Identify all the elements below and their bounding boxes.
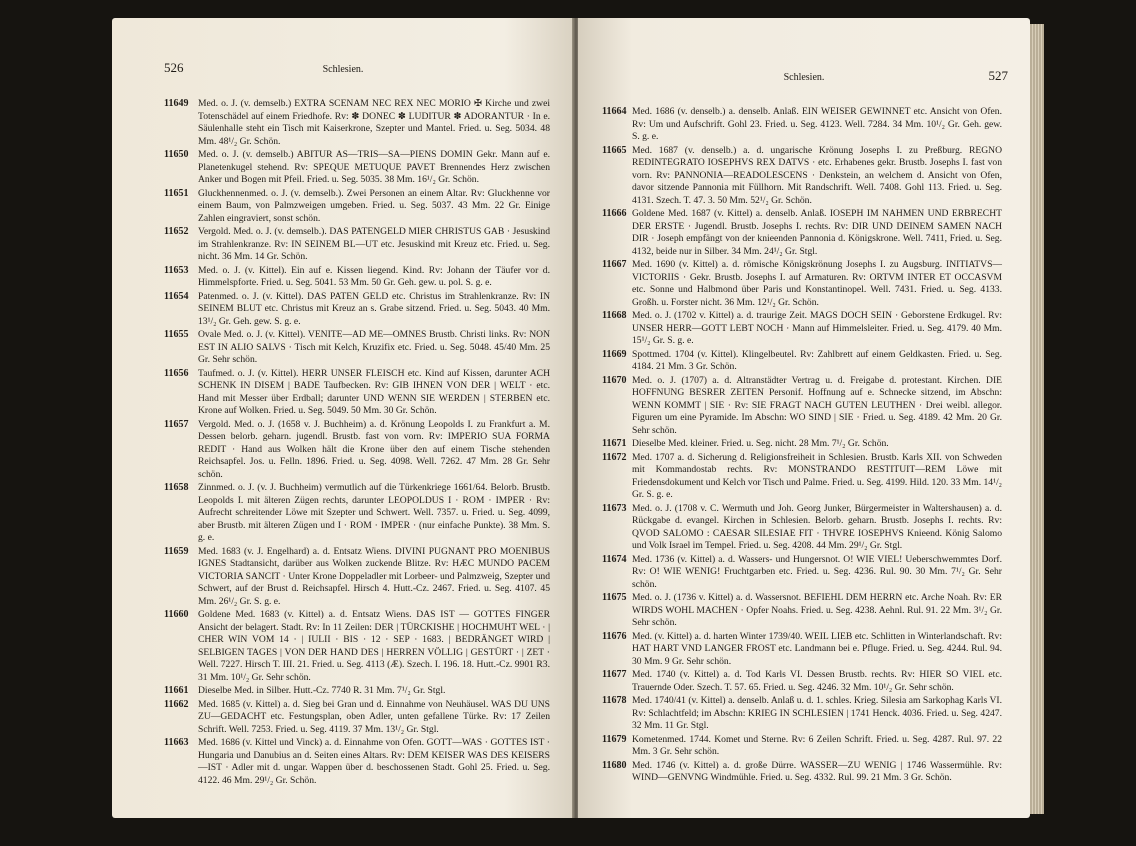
catalog-entry: [164, 226, 550, 264]
entry-text: Med. o. J. (1702 v. Kittel) a. d. traurige Zeit. MAGS DOCH SEIN · Geborstene Erdkugel. Rv: UNSER HERR—GOTT LEBT NOCH · Mann auf Himmelsleiter. Fried. u. Seg. 4179. 40 Mm. 15¹/₂ Gr. S. g. e.: [632, 310, 1002, 346]
catalog-entry: [164, 291, 550, 329]
entry-number: 11650: [164, 149, 189, 160]
entry-number: 11653: [164, 264, 189, 276]
entry-number: 11654: [164, 290, 189, 302]
entry-number: 11657: [164, 418, 189, 430]
page-number: 527: [988, 68, 1008, 83]
entry-text: Med. o. J. (1707) a. d. Altranstädter Vertrag u. d. Freigabe d. protestant. Kirchen. DIE HOFFNUNG BESRER ZEITEN Personif. Hoffnung auf e. Schnecke sitzend, im Abschn: WENN KOMMT | SIE · Rv: SIE FRAGT NACH GUTEN LEUTHEN · Drei weibl. allegor. Figuren um eine Pyramide. Im Abschn: WO SIND | SIE · Fried. u. Seg. 4189. 42 Mm. 20 Gr. Sehr schön.: [632, 374, 1002, 436]
entry-text: Zinnmed. o. J. (v. J. Buchheim) vermutlich auf die Türkenkriege 1661/64. Belorb. Brustb. Leopolds I. mit älteren Zügen rechts, darunter LEOPOLDUS I · ROM · IMPER · Rv: Aufrecht schreitender Löwe mit Szepter und Schwert. Well. 7357. u. Fried. u. Seg. 4099, aber Brustb. mit älteren Zügen und I · ROM · IMPER · (nur einfache Punkte). 38 Mm. S. g. e.: [198, 482, 550, 543]
entry-text: Med. 1740 (v. Kittel) a. d. Tod Karls VI. Dessen Brustb. rechts. Rv: HIER SO VIEL etc. Trauernde Oder. Szech. T. 57. 65. Fried. u. Seg. 4246. 32 Mm. 10¹/₂ Gr. Sehr schön.: [632, 669, 1002, 693]
entry-text: Med. 1685 (v. Kittel) a. d. Sieg bei Gran und d. Einnahme von Neuhäusel. WAS DU UNS ZU—GEDACHT etc. Festungsplan, oben Adler, unten gefallene Türke. Rv: 17 Zeilen Schrift. Well. 7253. Fried. u. Seg. 4119. 37 Mm. 13¹/₂ Gr. Stgl.: [198, 698, 550, 735]
entry-text: Dieselbe Med. in Silber. Hutt.-Cz. 7740 R. 31 Mm. 7¹/₂ Gr. Stgl.: [198, 685, 446, 696]
entry-number: 11672: [602, 451, 627, 463]
catalog-entry: [602, 259, 1002, 309]
running-head: Schlesien.: [322, 64, 364, 75]
entry-number: 11669: [602, 348, 627, 360]
entry-number: 11671: [602, 438, 627, 449]
right-page: [578, 18, 1030, 818]
catalog-entry: [164, 368, 550, 418]
entry-text: Med. (v. Kittel) a. d. harten Winter 1739/40. WEIL LIEB etc. Schlitten in Winterlandschaft. Rv: HAT HART VND LANGER FROST etc. Landmann bei e. Pfluge. Fried. u. Seg. 4244. Rul. 94. 30 Mm. 9 Gr. Sehr schön.: [632, 630, 1002, 667]
catalog-entry: [602, 760, 1002, 785]
entry-text: Med. 1687 (v. denselb.) a. d. ungarische Krönung Josephs I. zu Preßburg. REGNO REDINTEGRATO IOSEPHVS REX DATVS · etc. Erhabenes gekr. Brustb. Josephs I. fast von vorn. Rv: PANNONIA—READOLESCENS · Denkstein, an welchem d. Ansicht von Ofen, davor sitzende Pannonia mit Füllhorn. Mit Randschrift. Well. 7408. Gohl 113. Fried. u. Seg. 4131. Szech. T. 47. 3. 50 Mm. 52¹/₂ Gr. Schön.: [632, 144, 1002, 206]
entry-number: 11674: [602, 553, 627, 565]
catalog-entry: [602, 503, 1002, 553]
catalog-entry: [602, 554, 1002, 592]
entry-number: 11667: [602, 259, 627, 270]
entry-number: 11675: [602, 592, 627, 603]
entry-number: 11652: [164, 226, 189, 237]
entry-number: 11651: [164, 187, 189, 199]
catalog-entry: [602, 734, 1002, 759]
entry-number: 11664: [602, 106, 627, 117]
entry-number: 11663: [164, 737, 189, 748]
catalog-entry: [164, 546, 550, 609]
left-page: [112, 18, 574, 818]
entry-number: 11649: [164, 98, 189, 109]
entry-text: Med. 1707 a. d. Sicherung d. Religionsfreiheit in Schlesien. Brustb. Karls XII. von Schweden mit Kommandostab rechts. Rv: MONSTRANDO RESTITUIT—REM Löwe mit Friedensdokument und Kelch vor Tisch und Palme. Fried. u. Seg. 4199. Hild. 120. 33 Mm. 14¹/₂ Gr. S. g. e.: [632, 451, 1002, 500]
catalog-entry: [602, 375, 1002, 438]
entry-text: Med. 1686 (v. Kittel und Vinck) a. d. Einnahme von Ofen. GOTT—WAS · GOTTES IST · Hungaria und Danubius an d. Seiten eines Altars. Rv: DEM KEISER WAS DES KEISERS—IST · Adler mit d. ungar. Wappen über d. beschossenen Stadt. Gohl 25. Fried. u. Seg. 4122. 46 Mm. 29¹/₂ Gr. Schön.: [198, 737, 550, 786]
entry-number: 11661: [164, 685, 189, 696]
entry-number: 11677: [602, 669, 627, 680]
catalog-entry: [164, 265, 550, 290]
entry-number: 11660: [164, 609, 189, 620]
catalog-entry: [602, 349, 1002, 374]
entry-text: Med. 1686 (v. denselb.) a. denselb. Anlaß. EIN WEISER GEWINNET etc. Ansicht von Ofen. Rv: Um und Aufschrift. Gohl 23. Fried. u. Seg. 4123. Well. 7284. 34 Mm. 10¹/₂ Gr. Geh. gew. S. g. e.: [632, 106, 1002, 142]
entry-text: Med. 1683 (v. J. Engelhard) a. d. Entsatz Wiens. DIVINI PUGNANT PRO MOENIBUS IGNES Stadtansicht, darüber aus Wolken zuckende Blitze. Rv: HÆC MUNDO PACEM VICTORIA SANCIT · Unter Krone Doppeladler mit Lorbeer- und Palmzweig, Szepter und Schwert, auf der Brust d. Reichsapfel. Hirsch 4. Hutt.-Cz. 2467. Fried. u. Seg. 4107. 45 Mm. 26¹/₂ Gr. S. g. e.: [198, 545, 550, 607]
entry-text: Goldene Med. 1683 (v. Kittel) a. d. Entsatz Wiens. DAS IST — GOTTES FINGER Ansicht der belagert. Stadt. Rv: In 11 Zeilen: DER | TÜRCKISHE | HOCHMUHT WEL · | CHER WIN VOM 14 · | IULII · BIS · 12 · SEP · 1683. | BEDRÄNGET WIRD | SELBIGEN TAGES | VON DER HAND DES | HERREN VÖLLIG | GESTÜRT · | ZET · Well. 7227. Hirsch T. III. 21. Fried. u. Seg. 4113 (Æ). Szech. I. 196. 18. Hutt.-Cz. 9901 R3. 31 Mm. 10¹/₂ Gr. Sehr schön.: [198, 609, 550, 683]
catalog-entry: [602, 669, 1002, 694]
catalog-entry: [602, 106, 1002, 144]
catalog-entry: [602, 310, 1002, 348]
entry-text: Vergold. Med. o. J. (v. demselb.). DAS PATENGELD MIER CHRISTUS GAB · Jesuskind im Strahlenkranze. Rv: IN SEINEM BL—UT etc. Jesuskind mit Kreuz etc. Fried. u. Seg. nicht. 36 Mm. 14 Gr. Schön.: [198, 226, 550, 262]
entry-number: 11668: [602, 310, 627, 321]
entry-number: 11673: [602, 502, 627, 514]
catalog-entry: [602, 208, 1002, 258]
catalog-entry: [164, 685, 550, 698]
entry-number: 11659: [164, 545, 189, 557]
entry-text: Goldene Med. 1687 (v. Kittel) a. denselb. Anlaß. IOSEPH IM NAHMEN UND ERBRECHT DER ERSTE · Jugendl. Brustb. Josephs I. rechts. Rv: DIR UND DEINEM SAMEN NACH DIR · Joseph empfängt von der knieenden Pannonia d. Königskrone. Well. 7411, Fried. u. Seg. 4132, beide nur in Silber. 34 Mm. 24¹/₂ Gr. Stgl.: [632, 208, 1002, 257]
catalog-entry: [164, 699, 550, 737]
entry-text: Dieselbe Med. kleiner. Fried. u. Seg. nicht. 28 Mm. 7¹/₂ Gr. Schön.: [632, 438, 889, 449]
catalog-entry: [164, 329, 550, 367]
open-book: [112, 18, 1030, 818]
catalog-entry: [602, 631, 1002, 669]
entry-number: 11656: [164, 367, 189, 379]
entry-text: Med. 1740/41 (v. Kittel) a. denselb. Anlaß u. d. 1. schles. Krieg. Silesia am Sarkophag Karls VI. Rv: Schlachtfeld; im Abschn: KRIEG IN SCHLESIEN | 1741 Henck. 4036. Fried. u. Seg. 4247. 32 Mm. 11 Gr. Stgl.: [632, 695, 1002, 731]
entry-number: 11680: [602, 759, 627, 771]
entry-text: Taufmed. o. J. (v. Kittel). HERR UNSER FLEISCH etc. Kind auf Kissen, darunter ACH SCHENK IN DISEM | BADE Taufbecken. Rv: GIB IHNEN VON DER | WELT · etc. Hand mit Messer über Erdball; darunter UND WENN SIE WERDEN | STERBEN etc. Krone auf Wolken. Fried. u. Seg. 5049. 50 Mm. 30 Gr. Schön.: [198, 367, 550, 416]
entry-text: Med. o. J. (v. Kittel). Ein auf e. Kissen liegend. Kind. Rv: Johann der Täufer vor d. Himmelspforte. Fried. u. Seg. 5041. 53 Mm. 50 Gr. Geh. gew. u. pol. S. g. e.: [198, 264, 550, 288]
catalog-entry: [602, 695, 1002, 733]
catalog-entry: [602, 452, 1002, 502]
entry-number: 11679: [602, 733, 627, 745]
catalog-entry: [602, 592, 1002, 630]
catalog-entry: [164, 149, 550, 187]
entry-text: Ovale Med. o. J. (v. Kittel). VENITE—AD ME—OMNES Brustb. Christi links. Rv: NON EST IN ALIO SALVS · Tisch mit Kelch, Kruzifix etc. Fried. u. Seg. 5048. 45/40 Mm. 25 Gr. Sehr schön.: [198, 329, 550, 365]
catalog-entry: [164, 737, 550, 787]
page-edges: [1030, 24, 1044, 814]
entry-text: Med. 1746 (v. Kittel) a. d. große Dürre. WASSER—ZU WENIG | 1746 Wassermühle. Rv: WIND—GENVNG Windmühle. Fried. u. Seg. 4332. Rul. 99. 21 Mm. 3 Gr. Schön.: [632, 759, 1002, 783]
catalog-entries: [602, 106, 1002, 786]
catalog-entry: [164, 98, 550, 148]
entry-text: Kometenmed. 1744. Komet und Sterne. Rv: 6 Zeilen Schrift. Fried. u. Seg. 4287. Rul. 97. 22 Mm. 3 Gr. Sehr schön.: [632, 733, 1002, 757]
catalog-entry: [164, 482, 550, 545]
catalog-entry: [602, 438, 1002, 451]
catalog-entries: [164, 98, 550, 788]
catalog-entry: [164, 188, 550, 226]
entry-text: Gluckhennenmed. o. J. (v. demselb.). Zwei Personen an einem Altar. Rv: Gluckhenne vor einem Baum, von Palmzweigen umgeben. Fried. u. Seg. 5037. 43 Mm. 22 Gr. Einige Zahlen eingraviert, sonst schön.: [198, 187, 550, 224]
entry-number: 11678: [602, 695, 627, 706]
entry-text: Med. o. J. (1708 v. C. Wermuth und Joh. Georg Junker, Bürgermeister in Waltershausen) a. d. Rückgabe d. evangel. Kirchen in Schlesien. Belorb. geharn. Brustb. Josephs I. rechts. Rv: QVOD SALOMO : CAESAR SILESIAE FIT · THVRE IOSEPHVS Knieend. König Salomo und Volk Israel im Tempel. Fried. u. Seg. 4208. 44 Mm. 29¹/₂ Gr. Stgl.: [632, 502, 1002, 551]
entry-number: 11655: [164, 329, 189, 340]
entry-number: 11662: [164, 698, 189, 710]
entry-text: Med. o. J. (1736 v. Kittel) a. d. Wassersnot. BEFIEHL DEM HERRN etc. Arche Noah. Rv: ER WIRDS WOHL MACHEN · Opfer Noahs. Fried. u. Seg. 4238. Aehnl. Rul. 91. 22 Mm. 3¹/₂ Gr. Sehr schön.: [632, 592, 1002, 628]
running-head: Schlesien.: [783, 72, 825, 83]
entry-number: 11666: [602, 208, 627, 219]
page-number: 526: [164, 60, 184, 75]
entry-text: Vergold. Med. o. J. (1658 v. J. Buchheim) a. d. Krönung Leopolds I. zu Frankfurt a. M. Dessen belorb. geharn. jugendl. Brustb. fast von vorn. Rv: IMPERIO SUA FORMA REDIT · Hand aus Wolken hält die Krone über den auf einem Tische stehenden Reichsapfel. Jos. u. Felln. 1896. Fried. u. Seg. 4098. Well. 7262. 47 Mm. 28 Gr. Sehr schön.: [198, 418, 550, 480]
catalog-entry: [602, 145, 1002, 208]
entry-text: Med. 1736 (v. Kittel) a. d. Wassers- und Hungersnot. O! WIE VIEL! Ueberschwemmtes Dorf. Rv: O! WIE WENIG! Fruchtgarben etc. Fried. u. Seg. 4236. Rul. 90. 30 Mm. 7¹/₂ Gr. Sehr schön.: [632, 553, 1002, 590]
entry-number: 11676: [602, 630, 627, 642]
entry-text: Med. o. J. (v. demselb.) ABITUR AS—TRIS—SA—PIENS DOMIN Gekr. Mann auf e. Planetenkugel stehend. Rv: SPEQUE METUQUE PAVET Brennendes Herz zwischen Anker und Bogen mit Pfeil. Fried. u. Seg. 5035. 38 Mm. 16¹/₂ Gr. Schön.: [198, 149, 550, 185]
entry-text: Spottmed. 1704 (v. Kittel). Klingelbeutel. Rv: Zahlbrett auf einem Geldkasten. Fried. u. Seg. 4184. 21 Mm. 3 Gr. Schön.: [632, 348, 1002, 372]
entry-text: Med. o. J. (v. demselb.) EXTRA SCENAM NEC REX NEC MORIO ✠ Kirche und zwei Totenschädel auf einem Friedhofe. Rv: ✽ DONEC ✽ LUDITUR ✽ ADORANTUR · In e. Säulenhalle steht ein Tisch mit Kaiserkrone, Szepter und Mantel. Fried. u. Seg. 5034. 48 Mm. 48¹/₂ Gr. Schön.: [198, 98, 550, 147]
catalog-entry: [164, 609, 550, 684]
entry-number: 11670: [602, 374, 627, 386]
catalog-entry: [164, 419, 550, 482]
entry-number: 11658: [164, 482, 189, 493]
entry-number: 11665: [602, 144, 627, 156]
entry-text: Med. 1690 (v. Kittel) a. d. römische Königskrönung Josephs I. zu Augsburg. INITIATVS—VICTORIIS · Gekr. Brustb. Josephs I. auf Armaturen. Rv: ORTVM INTER ET OCCASVM etc. Sonne und Halbmond über Paris und Konstantinopel. Well. 7431. Fried. u. Seg. 4133. Großh. u. Forster nicht. 36 Mm. 12¹/₂ Gr. Schön.: [632, 259, 1002, 308]
entry-text: Patenmed. o. J. (v. Kittel). DAS PATEN GELD etc. Christus im Strahlenkranze. Rv: IN SEINEM BLUT etc. Christus mit Kreuz an s. Grabe sitzend. Fried. u. Seg. 5043. 40 Mm. 13¹/₂ Gr. Geh. gew. S. g. e.: [198, 290, 550, 327]
